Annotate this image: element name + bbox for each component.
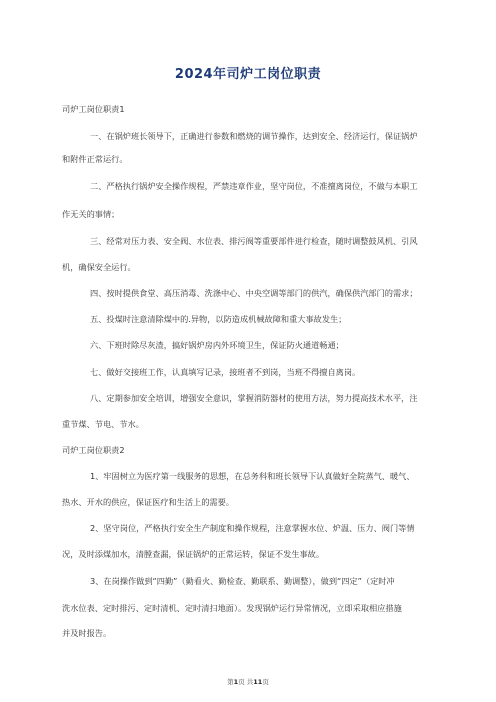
paragraph-line: 三、经常对压力表、安全阀、水位表、排污阀等重要部件进行检查，随时调整鼓风机、引风: [90, 236, 418, 246]
paragraph-line: 洗水位表、定时排污、定时清机、定时清扫地面）。发现锅炉运行异常情况，立即采取相应措施: [62, 603, 402, 613]
paragraph-line: 一、在锅炉班长领导下，正确进行参数和燃烧的调节操作，达到安全、经济运行，保证锅炉: [90, 131, 418, 141]
page-mid: 页 共: [238, 678, 254, 686]
paragraph-line: 作无关的事情；: [62, 209, 120, 219]
page-current: 1: [233, 678, 239, 686]
paragraph-line: 二、严格执行锅炉安全操作规程，严禁违章作业，坚守岗位，不准擅离岗位，不做与本职工: [90, 181, 418, 191]
section-heading-2: 司炉工岗位职责2: [62, 445, 125, 455]
page-total: 11: [253, 678, 263, 686]
paragraph-line: 热水、开水的供应，保证医疗和生活上的需要。: [62, 497, 234, 507]
section-heading-1: 司炉工岗位职责1: [62, 104, 125, 114]
paragraph-line: 机，确保安全运行。: [62, 262, 136, 272]
paragraph-line: 六、下班时除尽灰渣，搞好锅炉房内外环境卫生，保证防火通道畅通；: [90, 340, 344, 350]
page-footer: [0, 677, 496, 686]
paragraph-line: 并及时报告。: [62, 628, 112, 638]
paragraph-line: 四、按时提供食堂、高压消毒、洗涤中心、中央空调等部门的供汽，确保供汽部门的需求；: [90, 288, 418, 298]
paragraph-line: 2、坚守岗位，严格执行安全生产制度和操作规程，注意掌握水位、炉温、压力、阀门等情: [90, 523, 415, 533]
paragraph-line: 重节煤、节电、节水。: [62, 419, 144, 429]
paragraph-line: 八、定期参加安全培训，增强安全意识，掌握消防器材的使用方法，努力提高技术水平，注: [90, 393, 418, 403]
page-suffix: 页: [262, 678, 269, 686]
paragraph-line: 和附件正常运行。: [62, 154, 128, 164]
paragraph-line: 七、做好交接班工作，认真填写记录，接班者不到岗，当班不得擅自离岗。: [90, 367, 361, 377]
paragraph-line: 3、在岗操作做到“四勤”（勤看火、勤检查、勤联系、勤调整），做到“四定”（定时冲: [90, 576, 395, 586]
paragraph-line: 1、牢固树立为医疗第一线服务的思想，在总务科和班长领导下认真做好全院蒸气、暖气、: [90, 471, 415, 481]
document-title: 2024年司炉工岗位职责: [174, 67, 322, 82]
paragraph-line: 况，及时添煤加水，清膛查漏，保证锅炉的正常运转，保证不发生事故。: [62, 549, 325, 559]
page-prefix: 第: [227, 678, 234, 686]
paragraph-line: 五、投煤时注意清除煤中的.异物，以防造成机械故障和重大事故发生；: [90, 314, 347, 324]
